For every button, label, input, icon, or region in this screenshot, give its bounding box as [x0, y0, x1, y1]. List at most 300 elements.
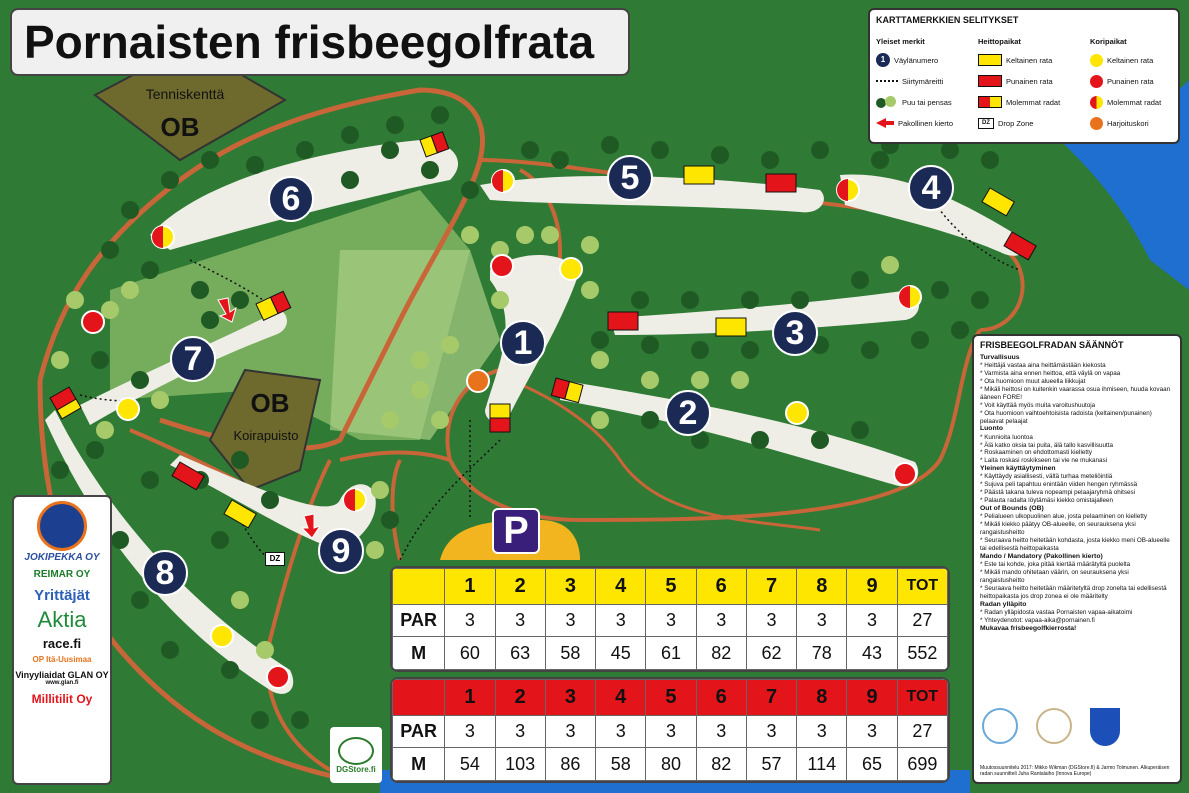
rules-item-text: Ota huomioon vaihtoehtoisista radoista (keltainen/punainen) pelaavat pelaajat — [980, 409, 1152, 425]
distance-cell: 54 — [445, 748, 495, 781]
tree-icon — [711, 146, 729, 164]
bullet-icon: * — [980, 561, 985, 569]
tree-icon — [516, 226, 534, 244]
bullet-icon: * — [980, 568, 985, 576]
map-legend — [868, 8, 1180, 144]
disc-golfer-logo-icon — [982, 708, 1018, 744]
basket-8-yellow — [211, 625, 233, 647]
hole-marker-2[interactable]: 2 — [665, 390, 711, 436]
tennis-court-label: Tenniskenttä — [145, 86, 225, 102]
tree-icon — [911, 331, 929, 349]
basket-9-both — [344, 489, 366, 511]
rules-item-text: Heittäjä vastaa aina heittämästään kiekosta — [984, 362, 1106, 370]
tree-icon — [381, 141, 399, 159]
drop-zone-icon: DZ — [978, 118, 994, 129]
hole-cell: 3 — [545, 680, 595, 716]
tree-icon — [386, 116, 404, 134]
distance-cell: 78 — [797, 637, 847, 670]
bullet-icon: * — [980, 433, 985, 441]
scorecard-distance-row — [393, 748, 948, 781]
distance-cell: 82 — [696, 637, 746, 670]
sponsor-yrittajat: Yrittäjät — [34, 587, 90, 604]
tree-icon — [851, 271, 869, 289]
tree-icon — [86, 441, 104, 459]
scorecard-red — [390, 677, 950, 783]
distance-cell: 82 — [696, 748, 746, 781]
tree-icon — [431, 106, 449, 124]
rules-item-text: Mikäli kiekko päätyy OB-alueelle, on seurauksena yksi rangaistusheitto — [980, 521, 1136, 537]
practice-basket — [467, 370, 489, 392]
par-cell: 3 — [445, 715, 495, 748]
rules-item-text: Seuraava heitto heitetään määritetyltä drop zonelta tai edellisestä heittopaikasta jos drop zonea ei ole määritelty — [980, 584, 1167, 600]
tree-icon — [201, 151, 219, 169]
rules-item-text: Käyttäydy asiallisesti, vältä turhaa meteliöintiä — [984, 473, 1113, 481]
basket-6-both — [152, 226, 174, 248]
par-cell: 3 — [445, 604, 495, 637]
scorecard-par-row — [393, 604, 948, 637]
par-total-cell: 27 — [897, 715, 947, 748]
sponsor-race: race.fi — [42, 635, 82, 651]
tree-icon — [261, 491, 279, 509]
hole-marker-5[interactable]: 5 — [607, 155, 653, 201]
both-basket-icon — [1090, 96, 1103, 109]
distance-cell: 114 — [797, 748, 847, 781]
bullet-icon: * — [980, 608, 985, 616]
tree-icon — [431, 411, 449, 429]
tree-icon — [51, 351, 69, 369]
tree-icon — [256, 641, 274, 659]
hole-cell: 5 — [646, 680, 696, 716]
rules-item — [980, 473, 1174, 481]
red-tee-icon — [978, 75, 1002, 87]
tree-icon — [141, 261, 159, 279]
tree-icon — [741, 291, 759, 309]
tree-icon — [931, 281, 949, 299]
rules-item — [980, 497, 1174, 505]
hole-cell: 3 — [545, 569, 595, 605]
hole-marker-3[interactable]: 3 — [772, 310, 818, 356]
legend-label: Punainen rata — [1107, 76, 1154, 86]
hole-marker-1[interactable]: 1 — [500, 320, 546, 366]
tree-icon — [641, 411, 659, 429]
hole-cell: 2 — [495, 680, 545, 716]
ob-label-dog-park: OB — [250, 388, 290, 418]
tree-icon — [421, 161, 439, 179]
dgstore-label: DGStore.fi — [336, 764, 376, 774]
legend-baskets-heading: Koripaikat — [1090, 37, 1127, 46]
jokipekka-logo-icon — [37, 501, 87, 551]
tree-icon — [601, 136, 619, 154]
legend-item-mando — [876, 115, 953, 131]
tree-icon — [951, 321, 969, 339]
bullet-icon: * — [980, 489, 985, 497]
rules-item — [980, 378, 1174, 386]
dgstore-logo — [330, 727, 382, 783]
legend-item-basket-practice — [1090, 115, 1149, 131]
tree-icon — [591, 351, 609, 369]
hole-marker-8[interactable]: 8 — [142, 550, 188, 596]
tree-icon — [811, 431, 829, 449]
yellow-basket-icon — [1090, 54, 1103, 67]
total-cell: TOT — [897, 680, 947, 716]
rules-item-text: Voit käyttää myös muita varoitushuutoja — [984, 401, 1096, 409]
tree-icon — [121, 281, 139, 299]
sponsor-glan: Vinyyliaidat GLAN OY — [15, 669, 109, 680]
distance-cell: 80 — [646, 748, 696, 781]
bullet-icon: * — [980, 378, 985, 386]
bullet-icon: * — [980, 497, 985, 505]
legend-item-basket-yellow — [1090, 52, 1153, 68]
rules-item-text: Seuraava heitto heitetään kohdasta, josta kiekko meni OB-alueelle tai edellisestä heittopaikasta — [980, 537, 1170, 552]
tee-5-red — [766, 174, 796, 192]
tree-icon — [231, 291, 249, 309]
club-logo-icon — [1036, 708, 1072, 744]
hole-marker-4[interactable]: 4 — [908, 165, 954, 211]
legend-label: Keltainen rata — [1006, 55, 1053, 65]
tree-icon — [366, 541, 384, 559]
legend-item-basket-red — [1090, 73, 1154, 89]
tee-3-yellow — [716, 318, 746, 336]
tree-icon — [131, 371, 149, 389]
legend-item-tee-both — [978, 94, 1060, 110]
scorecard-red-table — [392, 679, 948, 781]
tree-icon — [131, 591, 149, 609]
tee-5-yellow — [684, 166, 714, 184]
sponsor-millitilit: Millitilit Oy — [31, 691, 93, 706]
tree-icon — [101, 301, 119, 319]
par-cell: 3 — [797, 715, 847, 748]
parking-sign: P — [492, 508, 540, 554]
tree-icon — [296, 141, 314, 159]
rules-item-text: Yhteydenotot: vapaa-aika@pornainen.fi — [984, 616, 1095, 624]
scorecard-corner-cell — [393, 680, 445, 716]
distance-cell: 103 — [495, 748, 545, 781]
par-cell: 3 — [596, 715, 646, 748]
tree-icon — [541, 226, 559, 244]
par-cell: 3 — [797, 604, 847, 637]
rules-item-text: Este tai kohde, joka pitää kiertää määrätyltä puolelta — [984, 561, 1131, 569]
hole-cell: 7 — [746, 680, 796, 716]
sponsor-op: OP Itä-Uusimaa — [32, 655, 92, 665]
legend-label: Punainen rata — [1006, 76, 1053, 86]
tree-icon — [381, 411, 399, 429]
tree-icon — [581, 281, 599, 299]
bullet-icon: * — [980, 362, 985, 370]
legend-title: KARTTAMERKKIEN SELITYKSET — [876, 15, 1019, 25]
rules-item-text: Roskaaminen on ehdottomasti kielletty — [984, 449, 1093, 457]
tree-icon — [591, 411, 609, 429]
tree-icon — [411, 351, 429, 369]
legend-item-tee-red — [978, 73, 1053, 89]
hole-cell: 6 — [696, 569, 746, 605]
rules-section-heading: Yleinen käyttäytyminen — [980, 465, 1056, 473]
legend-label: Väylänumero — [894, 55, 939, 65]
tree-icon — [231, 591, 249, 609]
bullet-icon: * — [980, 457, 985, 465]
rules-section-heading: Turvallisuus — [980, 354, 1020, 361]
bullet-icon: * — [980, 370, 985, 378]
rules-item — [980, 362, 1174, 370]
tree-icon — [971, 291, 989, 309]
distance-cell: 43 — [847, 637, 897, 670]
rules-section-heading: Radan ylläpito — [980, 600, 1027, 608]
basket-5-both — [492, 170, 514, 192]
dog-park-label: Koirapuisto — [233, 428, 299, 443]
rules-item — [980, 537, 1174, 553]
rules-item-text: Radan ylläpidosta vastaa Pornaisten vapaa-aikatoimi — [984, 608, 1133, 616]
par-cell: 3 — [646, 604, 696, 637]
basket-3-both — [899, 286, 921, 308]
par-label: PAR — [393, 715, 445, 748]
tree-icon — [581, 236, 599, 254]
basket-8-red — [267, 666, 289, 688]
sponsors-panel — [12, 495, 112, 785]
rules-logos — [982, 708, 1120, 746]
both-tee-icon — [978, 96, 1002, 108]
distance-cell: 86 — [545, 748, 595, 781]
tree-icon — [751, 431, 769, 449]
distance-cell: 61 — [646, 637, 696, 670]
legend-tees-heading: Heittopaikat — [978, 37, 1021, 46]
hole-cell: 2 — [495, 569, 545, 605]
par-cell: 3 — [847, 715, 897, 748]
rules-item-text: Laita roskasi roskikseen tai vie ne mukanasi — [984, 457, 1108, 465]
tree-icon — [521, 141, 539, 159]
tree-icon — [341, 126, 359, 144]
basket-4-both — [837, 179, 859, 201]
hole-number-icon: 1 — [876, 53, 890, 67]
tree-icon — [811, 141, 829, 159]
rules-item-text: Ota huomioon muut alueella liikkujat — [984, 378, 1086, 386]
rules-item — [980, 561, 1174, 569]
rules-footer: Muutossuunnitelu 2017: Mikko Wikman (DGStore.fi) & Jarmo Tolmunen. Alkuperäisen radan suunnitteli Juha Rantalaiho (Innova Europe) — [980, 765, 1170, 777]
rules-item — [980, 609, 1174, 617]
tree-icon — [141, 471, 159, 489]
rules-item — [980, 386, 1174, 402]
dotted-line-icon — [876, 80, 898, 82]
tree-icon — [151, 391, 169, 409]
distance-cell: 63 — [495, 637, 545, 670]
tree-icon — [691, 371, 709, 389]
tree-icon — [251, 711, 269, 729]
legend-general-heading: Yleiset merkit — [876, 37, 925, 46]
bullet-icon: * — [980, 537, 985, 545]
distance-cell: 65 — [847, 748, 897, 781]
bullet-icon: * — [980, 441, 985, 449]
distance-cell: 62 — [746, 637, 796, 670]
hole-cell: 6 — [696, 680, 746, 716]
tree-icon — [246, 156, 264, 174]
yellow-tee-icon — [978, 54, 1002, 66]
municipality-coat-of-arms-icon — [1090, 708, 1120, 746]
sponsor-aktia: Aktia — [37, 606, 87, 632]
tree-icon — [551, 151, 569, 169]
orange-basket-icon — [1090, 117, 1103, 130]
tree-icon — [491, 291, 509, 309]
scorecard-par-row — [393, 715, 948, 748]
tree-icon — [91, 351, 109, 369]
tree-icon — [121, 201, 139, 219]
rules-item-text: Palauta radalta löytämäsi kiekko omistajalleen — [984, 497, 1114, 505]
distance-cell: 45 — [596, 637, 646, 670]
hole-cell: 7 — [746, 569, 796, 605]
bullet-icon: * — [980, 385, 985, 393]
rules-item — [980, 402, 1174, 410]
par-cell: 3 — [746, 715, 796, 748]
distance-cell: 57 — [746, 748, 796, 781]
tree-icon — [441, 336, 459, 354]
rules-item — [980, 449, 1174, 457]
par-cell: 3 — [696, 604, 746, 637]
tee-1 — [490, 404, 510, 432]
rules-body — [980, 354, 1174, 633]
bullet-icon: * — [980, 409, 985, 417]
distance-cell: 60 — [445, 637, 495, 670]
tree-icon — [341, 171, 359, 189]
distance-total-cell: 552 — [897, 637, 947, 670]
rules-title: FRISBEEGOLFRADAN SÄÄNNÖT — [980, 340, 1124, 350]
hole-cell: 4 — [596, 569, 646, 605]
rules-section-heading: Out of Bounds (OB) — [980, 505, 1044, 513]
tree-icon — [881, 256, 899, 274]
tree-icon — [691, 341, 709, 359]
hole-marker-6[interactable]: 6 — [268, 176, 314, 222]
sponsor-jokipekka: JOKIPEKKA OY — [24, 552, 100, 563]
scorecard-distance-row — [393, 637, 948, 670]
legend-item-tee-yellow — [978, 52, 1052, 68]
basket-7-red — [82, 311, 104, 333]
tree-icon — [761, 151, 779, 169]
red-arrow-icon — [876, 118, 886, 128]
basket-2-yellow — [786, 402, 808, 424]
hole-cell: 1 — [445, 680, 495, 716]
tree-icon — [161, 641, 179, 659]
par-cell: 3 — [545, 604, 595, 637]
rules-item — [980, 457, 1174, 465]
rules-item — [980, 617, 1174, 625]
legend-label: Drop Zone — [998, 118, 1034, 128]
legend-label: Siirtymäreitti — [902, 76, 944, 86]
tree-icon — [461, 226, 479, 244]
red-basket-icon — [1090, 75, 1103, 88]
rules-item — [980, 513, 1174, 521]
hole-cell: 8 — [797, 680, 847, 716]
tree-icon — [681, 291, 699, 309]
tree-icon — [741, 341, 759, 359]
legend-label: Molemmat radat — [1107, 97, 1162, 107]
bullet-icon: * — [980, 616, 985, 624]
bullet-icon: * — [980, 449, 985, 457]
par-cell: 3 — [495, 715, 545, 748]
tree-icon — [161, 171, 179, 189]
tree-icon — [591, 331, 609, 349]
hole-cell: 9 — [847, 569, 897, 605]
par-cell: 3 — [596, 604, 646, 637]
par-cell: 3 — [495, 604, 545, 637]
tree-icon — [641, 371, 659, 389]
tree-icon — [231, 451, 249, 469]
rules-item-text: Pelialueen ulkopuolinen alue, josta pelaaminen on kielletty — [984, 513, 1147, 521]
sponsor-reimar: REIMAR OY — [33, 568, 91, 580]
legend-label: Puu tai pensas — [902, 97, 952, 107]
rules-item-text: Varmista aina ennen heittoa, että väylä on vapaa — [984, 370, 1121, 378]
basket-1-yellow — [560, 258, 582, 280]
tree-icon — [791, 291, 809, 309]
tree-icon — [51, 461, 69, 479]
basket-1-red — [491, 255, 513, 277]
legend-item-tree — [876, 94, 952, 110]
legend-label: Harjoituskori — [1107, 118, 1149, 128]
rules-item — [980, 569, 1174, 585]
bullet-icon: * — [980, 481, 985, 489]
hole-cell: 1 — [445, 569, 495, 605]
drop-zone-marker: DZ — [265, 552, 285, 566]
tree-icon — [731, 371, 749, 389]
legend-item-basket-both — [1090, 94, 1161, 110]
rules-item-text: Sujuva peli tapahtuu enintään viiden hengen ryhmässä — [984, 481, 1138, 489]
par-total-cell: 27 — [897, 604, 947, 637]
tree-icon — [876, 96, 898, 108]
rules-item — [980, 481, 1174, 489]
distance-label: M — [393, 748, 445, 781]
rules-item-text: Päästä takana tuleva nopeampi pelaajaryhmä ohitsesi — [984, 489, 1136, 497]
tree-icon — [371, 481, 389, 499]
scorecard-yellow-table — [392, 568, 948, 670]
hole-cell: 9 — [847, 680, 897, 716]
scorecard-hole-row — [393, 569, 948, 605]
hole-marker-7[interactable]: 7 — [170, 336, 216, 382]
map-title: Pornaisten frisbeegolfrata — [10, 8, 630, 76]
tree-icon — [381, 511, 399, 529]
rules-item — [980, 442, 1174, 450]
rules-item-text: Älä katko oksia tai puita, älä tallo kasvillisuutta — [984, 441, 1114, 449]
tree-icon — [211, 531, 229, 549]
tree-icon — [201, 311, 219, 329]
tree-icon — [461, 181, 479, 199]
hole-marker-9[interactable]: 9 — [318, 528, 364, 574]
legend-item-transition — [876, 73, 943, 89]
tree-icon — [981, 151, 999, 169]
rules-item-text: Mikäli heittosi on kuitenkin vaarassa osua ihmiseen, huuda kovaan ääneen FORE! — [980, 385, 1171, 401]
rules-section-heading: Luonto — [980, 425, 1004, 433]
total-cell: TOT — [897, 569, 947, 605]
tree-icon — [96, 421, 114, 439]
par-cell: 3 — [696, 715, 746, 748]
tree-icon — [291, 711, 309, 729]
tree-icon — [66, 291, 84, 309]
rules-item — [980, 410, 1174, 426]
legend-label: Pakollinen kierto — [898, 118, 954, 128]
distance-total-cell: 699 — [897, 748, 947, 781]
bullet-icon: * — [980, 473, 985, 481]
rules-section-heading: Mukavaa frisbeegolfkierrosta! — [980, 624, 1077, 632]
par-cell: 3 — [545, 715, 595, 748]
rules-panel — [972, 334, 1182, 784]
legend-label: Molemmat radat — [1006, 97, 1061, 107]
rules-item — [980, 370, 1174, 378]
tree-icon — [651, 141, 669, 159]
scorecard-yellow — [390, 566, 950, 672]
hole-cell: 5 — [646, 569, 696, 605]
bullet-icon: * — [980, 513, 985, 521]
distance-cell: 58 — [596, 748, 646, 781]
distance-label: M — [393, 637, 445, 670]
scorecard-corner-cell — [393, 569, 445, 605]
par-label: PAR — [393, 604, 445, 637]
tree-icon — [631, 291, 649, 309]
legend-item-hole-number — [876, 52, 938, 68]
tree-icon — [851, 421, 869, 439]
